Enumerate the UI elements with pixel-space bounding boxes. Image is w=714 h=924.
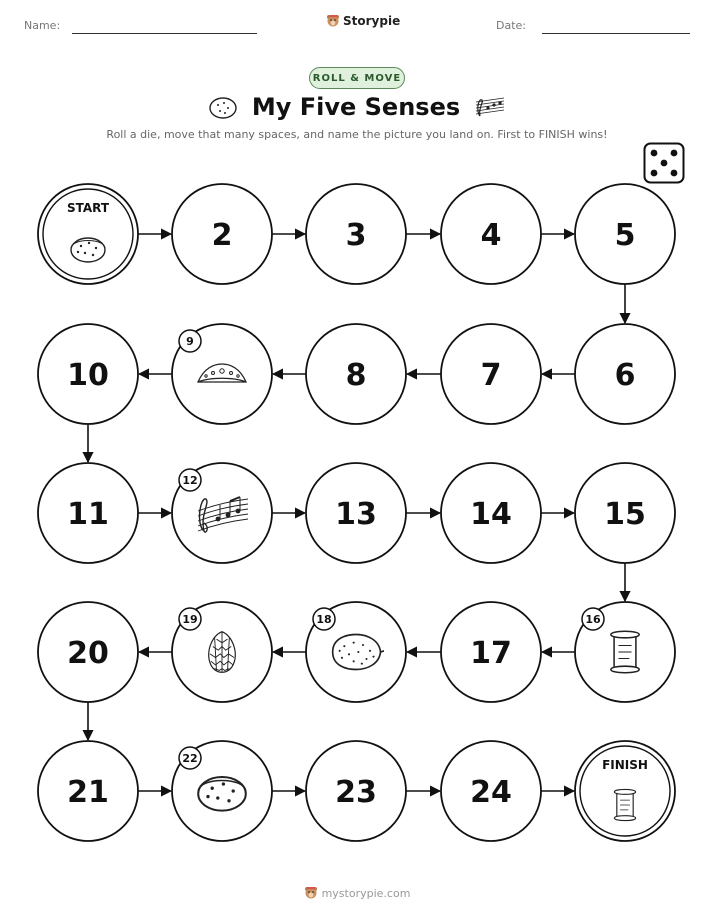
board-space-4: [441, 184, 541, 284]
space-number: 17: [470, 636, 512, 671]
space-number-badge: 22: [182, 752, 198, 765]
space-number-badge: 9: [186, 335, 194, 348]
cookie-icon: [198, 777, 246, 811]
space-number: 15: [604, 497, 646, 532]
scroll-icon: [611, 631, 639, 672]
space-number: 10: [67, 358, 109, 393]
board-space-11: [38, 463, 138, 563]
space-number: 14: [470, 497, 512, 532]
board-space-13: [306, 463, 406, 563]
board-space-10: [38, 324, 138, 424]
finish-space: [575, 741, 675, 841]
instructions: Roll a die, move that many spaces, and name the picture you land on. First to FINISH wins!: [106, 128, 608, 141]
space-number: 5: [614, 218, 636, 253]
board-space-14: [441, 463, 541, 563]
activity-badge: ROLL & MOVE: [309, 67, 405, 89]
footer: [0, 886, 714, 900]
bear-mascot-icon: [304, 886, 318, 900]
board-space-16: [575, 602, 675, 702]
board-space-21: [38, 741, 138, 841]
cookie-icon: [71, 238, 105, 262]
board-space-15: [575, 463, 675, 563]
board-space-2: [172, 184, 272, 284]
space-number-badge: 12: [182, 474, 198, 487]
start-space: [38, 184, 138, 284]
space-number: 24: [470, 775, 512, 810]
board-space-3: [306, 184, 406, 284]
space-number-badge: 16: [585, 613, 601, 626]
board-space-7: [441, 324, 541, 424]
board-space-5: [575, 184, 675, 284]
date-label: Date:: [496, 19, 526, 32]
space-number: 7: [480, 358, 502, 393]
space-number: 6: [614, 358, 636, 393]
footer-url: mystorypie.com: [321, 886, 411, 900]
board-space-19: [172, 602, 272, 702]
board-space-18: [306, 602, 406, 702]
brand-name: Storypie: [343, 14, 401, 28]
board-space-6: [575, 324, 675, 424]
space-number: 20: [67, 636, 109, 671]
board-space-9: [172, 324, 272, 424]
board-space-23: [306, 741, 406, 841]
space-label: START: [66, 201, 110, 215]
space-label: FINISH: [602, 758, 648, 772]
board-space-8: [306, 324, 406, 424]
space-number: 8: [345, 358, 367, 393]
space-number: 2: [211, 218, 233, 253]
space-number-badge: 19: [182, 613, 198, 626]
scroll-icon: [614, 789, 635, 820]
space-number: 4: [480, 218, 502, 253]
space-number: 21: [67, 775, 109, 810]
space-number: 13: [335, 497, 377, 532]
board-space-12: [172, 463, 272, 563]
space-number-badge: 18: [316, 613, 332, 626]
board-space-17: [441, 602, 541, 702]
space-number: 23: [335, 775, 377, 810]
board-space-20: [38, 602, 138, 702]
space-number: 11: [67, 497, 109, 532]
page-title: My Five Senses: [251, 93, 461, 121]
space-number: 3: [345, 218, 367, 253]
board-space-22: [172, 741, 272, 841]
name-label: Name:: [24, 19, 61, 32]
board-space-24: [441, 741, 541, 841]
